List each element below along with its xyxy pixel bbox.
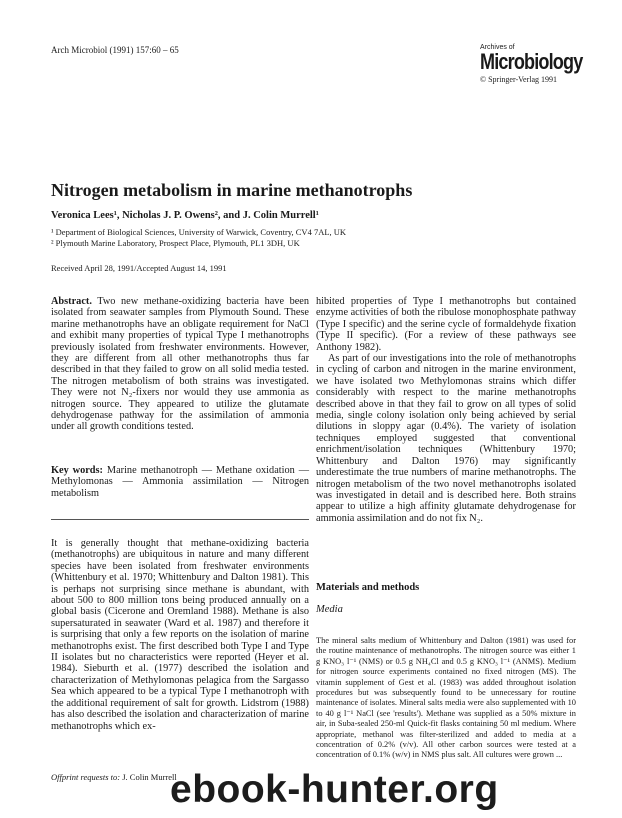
section-divider (51, 519, 309, 520)
article-title: Nitrogen metabolism in marine methanotrophs (51, 180, 413, 200)
keywords-text: Marine methanotroph — Methane oxidation — Methylomonas — Ammonia assimilation — Nitrogen metabolism (51, 465, 310, 499)
journal-citation: Arch Microbiol (1991) 157:60 – 65 (51, 45, 179, 55)
watermark: ebook-hunter.org (170, 768, 499, 811)
section-heading-methods: Materials and methods (316, 582, 420, 593)
offprint-name: J. Colin Murrell (122, 772, 177, 782)
keywords (51, 465, 309, 499)
publisher: © Springer-Verlag 1991 (480, 75, 558, 84)
journal-masthead (480, 44, 605, 84)
intro-continued: hibited properties of Type I methanotrophs but contained enzyme activities of both the ribulose monophosphate pathway (Type I specific) and the serine cycle of formaldehyde fixation (Type II specific). (For a review of these pathways see Anthony 1982). (316, 296, 576, 353)
journal-name: Microbiology (480, 49, 583, 74)
author-list: Veronica Lees¹, Nicholas J. P. Owens², and J. Colin Murrell¹ (51, 210, 319, 221)
abstract (51, 296, 309, 433)
intro-paragraph-2: As part of our investigations into the role of methanotrophs in cycling of carbon and nitrogen in the marine environment, we have isolated two Methylomonas strains which differ considerably with respect to the marine methanotrophs described above in that they fail to grow on all types of solid media, single colony isolation only being achieved by serial dilutions in sloppy agar (0.4%). The variety of isolation techniques employed suggested that conventional enrichment/isolation techniques (Whittenbury 1970; Whittenbury and Dalton 1976) may significantly underestimate the true numbers of marine methanotrophs. The nitrogen metabolism of the two novel methanotrophs isolated was investigated in detail and is described here. Both strains appear to utilize a high affinity glutamate dehydrogenase for ammonia assimilation and do not fix N₂. (316, 353, 576, 524)
abstract-text: Two new methane-oxidizing bacteria have been isolated from seawater samples from Plymouth Sound. These marine methanotrophs have an obligate requirement for NaCl and exhibit many properties of typical Type I methanotrophs previously isolated from freshwater environments. However, they are different from all other methanotrophs thus far described in that they failed to grow on all solid media tested. The nitrogen metabolism of both strains was investigated. They were not N₂-fixers nor would they use ammonia as nitrogen source. They appeared to utilize the glutamate dehydrogenase pathway for the assimilation of ammonia under all growth conditions tested. (51, 296, 310, 433)
methods-media-text: The mineral salts medium of Whittenbury and Dalton (1981) was used for the routine maintenance of methanotrophs. The nitrogen source was either 1 g KNO₃ l⁻¹ (NMS) or 0.5 g NH₄Cl and 0.5 g KNO₃ l⁻¹ (ANMS). Medium for nitrogen source experiments contained no fixed nitrogen (MS). The vitamin supplement of Gest et al. (1983) was added throughout isolation procedures but was subsequently found to be unnecessary for routine maintenance of isolates. Mineral salts media were also supplemented with 10 to 40 g l⁻¹ NaCl (see 'results'). Methane was supplied as a 50% mixture in air, in Suba-sealed 250-ml Quick-fit flasks containing 50 ml medium. Where appropriate, methanol was filter-sterilized and added to media at a concentration of 0.2% (v/v). All other carbon sources were tested at a concentration of 0.1% (w/v) in NMS plus salt. All cultures were grown ... (316, 636, 576, 760)
affiliations (51, 227, 346, 249)
affiliation-2: ² Plymouth Marine Laboratory, Prospect Place, Plymouth, PL1 3DH, UK (51, 238, 300, 248)
journal-prefix: Archives of (480, 44, 515, 51)
keywords-label: Key words: (51, 465, 103, 476)
abstract-label: Abstract. (51, 296, 92, 307)
offprint-note (51, 772, 177, 782)
received-dates: Received April 28, 1991/Accepted August 14, 1991 (51, 263, 227, 273)
subsection-heading-media: Media (316, 604, 343, 615)
right-column (316, 296, 576, 524)
introduction-text: It is generally thought that methane-oxidizing bacteria (methanotrophs) are ubiquitous in nature and many different species have been isolated from freshwater environments (Whittenbury et al. 1970; Whittenbury and Dalton 1981). This is perhaps not surprising since methane is abundant, with about 500 to 800 million tons being produced annually on a global basis (Cicerone and Oremland 1988). Methane is also supersaturated in seawater (Ward et al. 1987) and therefore it is surprising that only a few reports on the isolation of marine methanotrophs exist. The first described both Type I and Type II isolates but no characteristics were reported (Heyer et al. 1984). Sieburth et al. (1977) described the isolation and characterization of Methylomonas pelagica from the Sargasso Sea which appeared to be a typical Type I methanotroph with the additional requirement of salt for growth. Lidstrom (1988) has also described the isolation and characterization of marine methanotrophs which ex- (51, 538, 309, 732)
affiliation-1: ¹ Department of Biological Sciences, University of Warwick, Coventry, CV4 7AL, UK (51, 227, 347, 237)
offprint-label: Offprint requests to: (51, 772, 121, 782)
